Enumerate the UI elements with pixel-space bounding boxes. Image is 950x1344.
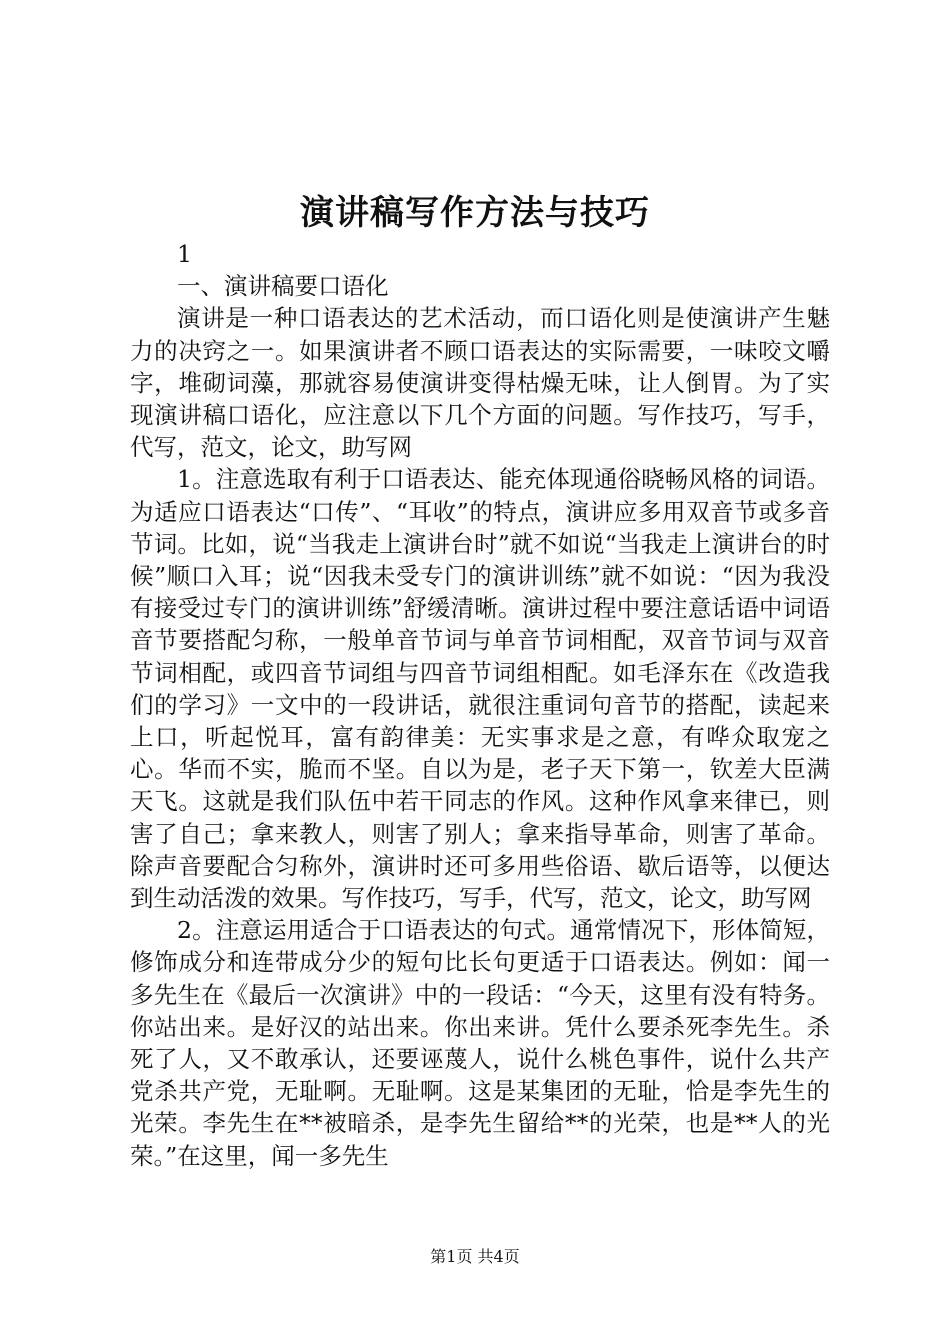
document-body: [130, 238, 830, 1172]
body-paragraph: 1。注意选取有利于口语表达、能充体现通俗晓畅风格的词语。为适应口语表达“口传”、“耳收”的特点，演讲应多用双音节或多音节词。比如，说“当我走上演讲台时”就不如说“当我走上演讲台的时候”顺口入耳；说“因我未受专门的演讲训练”就不如说：“因为我没有接受过专门的演讲训练”舒缓清晰。演讲过程中要注意话语中词语音节要搭配匀称，一般单音节词与单音节词相配，双音节词与双音节词相配，或四音节词组与四音节词组相配。如毛泽东在《改造我们的学习》一文中的一段讲话，就很注重词句音节的搭配，读起来上口，听起悦耳，富有韵律美：无实事求是之意，有哗众取宠之心。华而不实，脆而不坚。自以为是，老子天下第一，钦差大臣满天飞。这就是我们队伍中若干同志的作风。这种作风拿来律已，则害了自己；拿来教人，则害了别人；拿来指导革命，则害了革命。除声音要配合匀称外，演讲时还可多用些俗语、歇后语等，以便达到生动活泼的效果。写作技巧，写手，代写，范文，论文，助写网: [130, 465, 830, 913]
body-paragraph: 演讲是一种口语表达的艺术活动，而口语化则是使演讲产生魅力的决窍之一。如果演讲者不顾口语表达的实际需要，一味咬文嚼字，堆砌词藻，那就容易使演讲变得枯燥无味，让人倒胃。为了实现演讲稿口语化，应注意以下几个方面的问题。写作技巧，写手，代写，范文，论文，助写网: [130, 304, 830, 462]
section-heading: 一、演讲稿要口语化: [177, 272, 389, 301]
section-number: 1: [177, 240, 192, 268]
document-title: 演讲稿写作方法与技巧: [300, 193, 650, 233]
page-footer: 第1页 共4页: [430, 1247, 520, 1266]
body-paragraph: 2。注意运用适合于口语表达的句式。通常情况下，形体简短，修饰成分和连带成分少的短句比长句更适于口语表达。例如：闻一多先生在《最后一次演讲》中的一段话：“今天，这里有没有特务。你站出来。是好汉的站出来。你出来讲。凭什么要杀死李先生。杀死了人，又不敢承认，还要诬蔑人，说什么桃色事件，说什么共产党杀共产党，无耻啊。无耻啊。这是某集团的无耻，恰是李先生的光荣。李先生在**被暗杀，是李先生留给**的光荣，也是**人的光荣。”在这里，闻一多先生: [130, 916, 830, 1170]
